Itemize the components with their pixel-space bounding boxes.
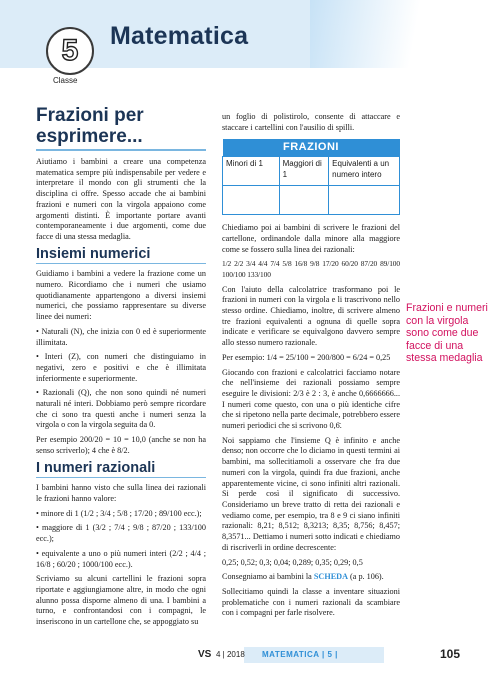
paragraph: un foglio di polistirolo, consente di attaccare e staccare i cartellini con l'ausilio di spilli. [222, 112, 400, 132]
unit-number: 5 [61, 34, 79, 67]
section-heading-insiemi: Insiemi numerici [36, 245, 151, 262]
header-gradient [310, 0, 500, 68]
paragraph: Guidiamo i bambini a vedere la frazione come un numero. Ricordiamo che i numeri che usiamo quotidianamente appartengono a diversi insiemi numerici, che possiamo rappresentare su diverse linee dei numeri: [36, 269, 206, 322]
paragraph: Giocando con frazioni e calcolatrici facciamo notare che nell'insieme dei razionali possiamo sempre eseguire le divisioni: 2/3 è 2 : 3, è anche 0,6666666... I numeri come questo, con una o più identiche cifre che si ripetono nella parte decimale, potrebbero essere numeri periodici che si scrivono 0,6̄. [222, 367, 400, 431]
table-header-cell: Minori di 1 [223, 157, 280, 186]
scheda-pre: Consegniamo ai bambini la [222, 572, 314, 582]
table-row [223, 186, 400, 215]
paragraph: I bambini hanno visto che sulla linea dei razionali le frazioni hanno valore: [36, 483, 206, 503]
right-column [222, 112, 400, 623]
section-rule [36, 477, 206, 478]
section-rule [36, 263, 206, 264]
subject-title: Matematica [110, 22, 249, 50]
example-paragraph: Per esempio 200/20 = 10 = 10,0 (anche se non ha senso scriverlo); 4 che è 8/2. [36, 435, 206, 455]
scheda-post: (a p. 106). [348, 572, 384, 582]
side-note: Frazioni e numeri con la virgola sono come due facce di una stessa medaglia [406, 302, 488, 365]
bullet-maggiore: • maggiore di 1 (3/2 ; 7/4 ; 9/8 ; 87/20 ; 133/100 ecc.); [36, 523, 206, 544]
table-header-cell: Equivalenti a un numero intero [329, 157, 400, 186]
article-title: Frazioni per esprimere... [36, 105, 144, 147]
page-number: 105 [440, 647, 461, 661]
title-rule [36, 149, 206, 151]
footer-subject: MATEMATICA | 5 | [262, 650, 338, 659]
scheda-link[interactable]: SCHEDA [313, 572, 348, 582]
number-list: 0,25; 0,52; 0,3; 0,04; 0,289; 0,35; 0,29; 0,5 [222, 557, 363, 567]
paragraph: Sollecitiamo quindi la classe a inventare situazioni problematiche con i numeri razionali da scambiare con i compagni per farle risolvere. [222, 586, 400, 618]
bullet-naturali: • Naturali (N), che inizia con 0 ed è superiormente illimitata. [36, 326, 206, 347]
magazine-logo: VS [198, 649, 212, 660]
bullet-equivalente: • equivalente a uno o più numeri interi (2/2 ; 4/4 ; 16/8 ; 60/20 ; 1000/100 ecc.). [36, 548, 206, 569]
table-row [223, 157, 400, 186]
paragraph: Scriviamo su alcuni cartellini le frazioni sopra riportate e aggiungiamone altre, in modo che ogni alunno possa disporne almeno di una. I bambini a turno, e confrontandosi con i compagni, le inseriscono in un cartellone che, se appoggiato su [36, 574, 206, 627]
bullet-interi: • Interi (Z), con numeri che distinguiamo in negativi, zero e positivi e che è illimitata inferiormente e superiormente. [36, 352, 206, 383]
table-title: FRAZIONI [223, 139, 400, 156]
table-cell [329, 186, 400, 215]
section-heading-razionali: I numeri razionali [36, 459, 156, 476]
example-equation: Per esempio: 1/4 = 25/100 = 200/800 = 6/24 = 0,25 [222, 352, 391, 362]
paragraph: Chiediamo poi ai bambini di scrivere le frazioni del cartellone, ordinandole dalla minore alla maggiore come se fossero sulla linea dei razionali: [222, 223, 400, 254]
fraction-sequence: 1/2 2/2 3/4 4/4 7/4 5/8 16/8 9/8 17/20 60/20 87/20 89/100 100/100 133/100 [222, 259, 400, 279]
bullet-razionali: • Razionali (Q), che non sono quindi né numeri naturali né interi. Dobbiamo però sempre ricordare che ci sono tra questi anche i numeri senza la virgola o con la virgola seguita da 0. [36, 388, 206, 430]
table-header-cell: Maggiori di 1 [279, 157, 329, 186]
table-cell [279, 186, 329, 215]
fractions-table [222, 139, 400, 215]
table-cell [223, 186, 280, 215]
unit-number-badge [46, 27, 94, 75]
issue-number: 4 | 2018 [216, 650, 245, 659]
left-column [36, 105, 206, 632]
bullet-minore: • minore di 1 (1/2 ; 3/4 ; 5/8 ; 17/20 ; 89/100 ecc.); [36, 508, 202, 518]
paragraph: Noi sappiamo che l'insieme Q è infinito e anche denso; non occorre che lo diciamo in questi termini ai bambini, ma sollecitiamoli a osservare che fra due numeri con la virgola, quindi fra due frazioni, anche apparentemente vicine, ci sono infiniti altri razionali. Si perde così il significato di successivo. Consideriamo un breve tratto di retta dei razionali e vediamo come, per esempio, tra 8 e 9 ci siano infiniti razionali: 8,21; 8,512; 8,3213; 8,35; 8,756; 8,457; 8,3571... Dettiamo i numeri sotto indicati e chiediamo di riscriverli in ordine decrescente: [222, 435, 400, 552]
scheda-paragraph [222, 572, 400, 583]
intro-paragraph: Aiutiamo i bambini a creare una competenza matematica sempre più indispensabile per vedere e interpretare il mondo con gli strumenti che la disciplina ci offre. Spesso accade che ai bambini frazioni e numeri con la virgola appaiono come argomenti distinti. È importante portare avanti contemporaneamente i due argomenti, come due facce di una stessa medaglia. [36, 157, 206, 241]
class-label: Classe [53, 76, 78, 85]
paragraph: Con l'aiuto della calcolatrice trasformano poi le frazioni in numeri con la virgola e li trascrivono nello stesso ordine. Chiediamo, inoltre, di scrivere almeno tre frazioni equivalenti a ognuna di quelle sopra indicate e verificare se equivalgono davvero sempre allo stesso numero razionale. [222, 284, 400, 348]
footer [0, 644, 500, 668]
